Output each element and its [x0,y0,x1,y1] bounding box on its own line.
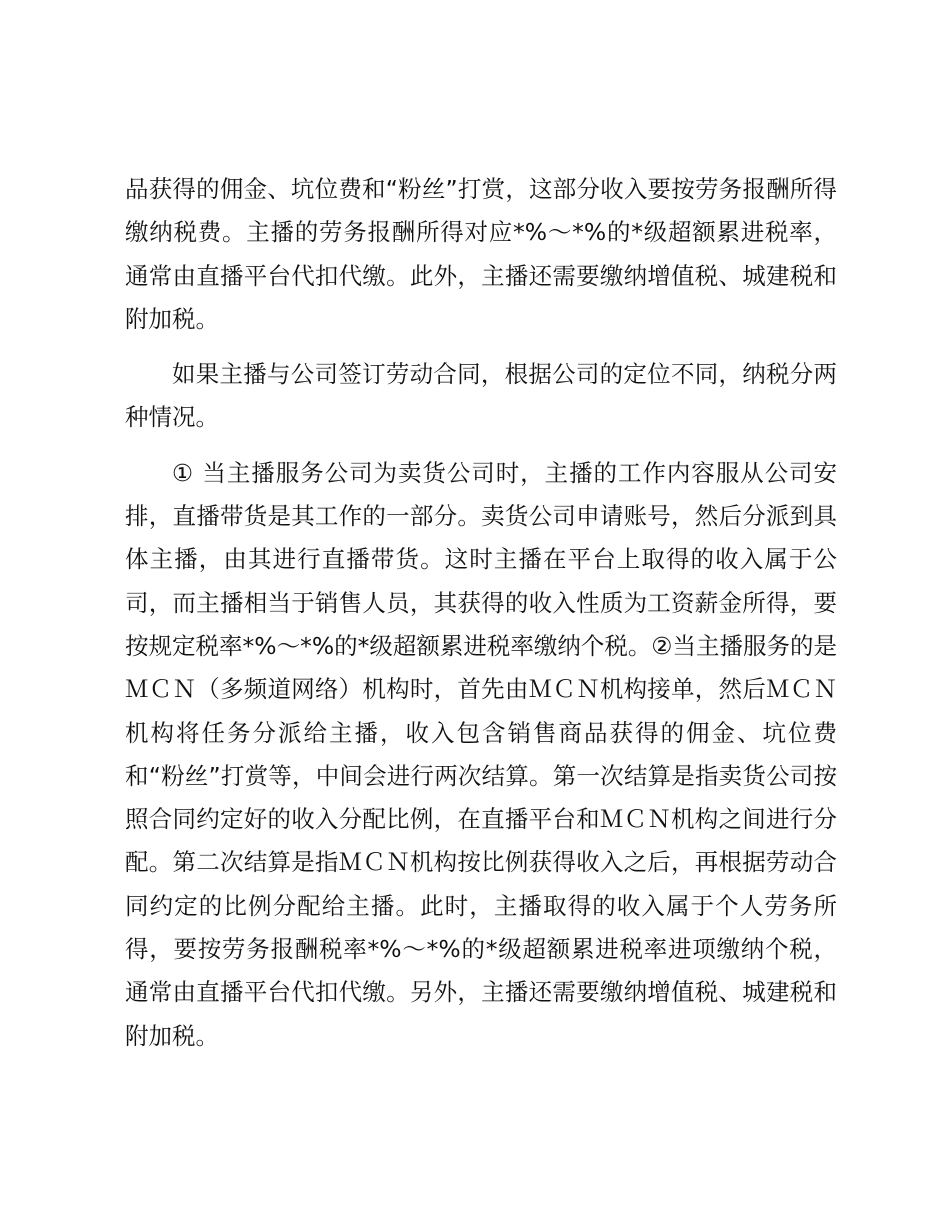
paragraph-labor-contract: 如果主播与公司签订劳动合同，根据公司的定位不同，纳税分两种情况。 [125,360,837,432]
paragraph-continuation: 品获得的佣金、坑位费和“粉丝”打赏，这部分收入要按劳务报酬所得缴纳税费。主播的劳务报酬所得对应*%～*%的*级超额累进税率，通常由直播平台代扣代缴。此外，主播还需要缴纳增值税、城建税和附加税。 [125,175,837,333]
body-text [125,168,837,1058]
paragraph-two-cases: ① 当主播服务公司为卖货公司时，主播的工作内容服从公司安排，直播带货是其工作的一部分。卖货公司申请账号，然后分派到具体主播，由其进行直播带货。这时主播在平台上取得的收入属于公司，而主播相当于销售人员，其获得的收入性质为工资薪金所得，要按规定税率*%～*%的*级超额累进税率缴纳个税。②当主播服务的是ＭＣＮ（多频道网络）机构时，首先由ＭＣＮ机构接单，然后ＭＣＮ机构将任务分派给主播，收入包含销售商品获得的佣金、坑位费和“粉丝”打赏等，中间会进行两次结算。第一次结算是指卖货公司按照合同约定好的收入分配比例，在直播平台和ＭＣＮ机构之间进行分配。第二次结算是指ＭＣＮ机构按比例获得收入之后，再根据劳动合同约定的比例分配给主播。此时，主播取得的收入属于个人劳务所得，要按劳务报酬税率*%～*%的*级超额累进税率进项缴纳个税，通常由直播平台代扣代缴。另外，主播还需要缴纳增值税、城建税和附加税。 [125,458,837,1050]
